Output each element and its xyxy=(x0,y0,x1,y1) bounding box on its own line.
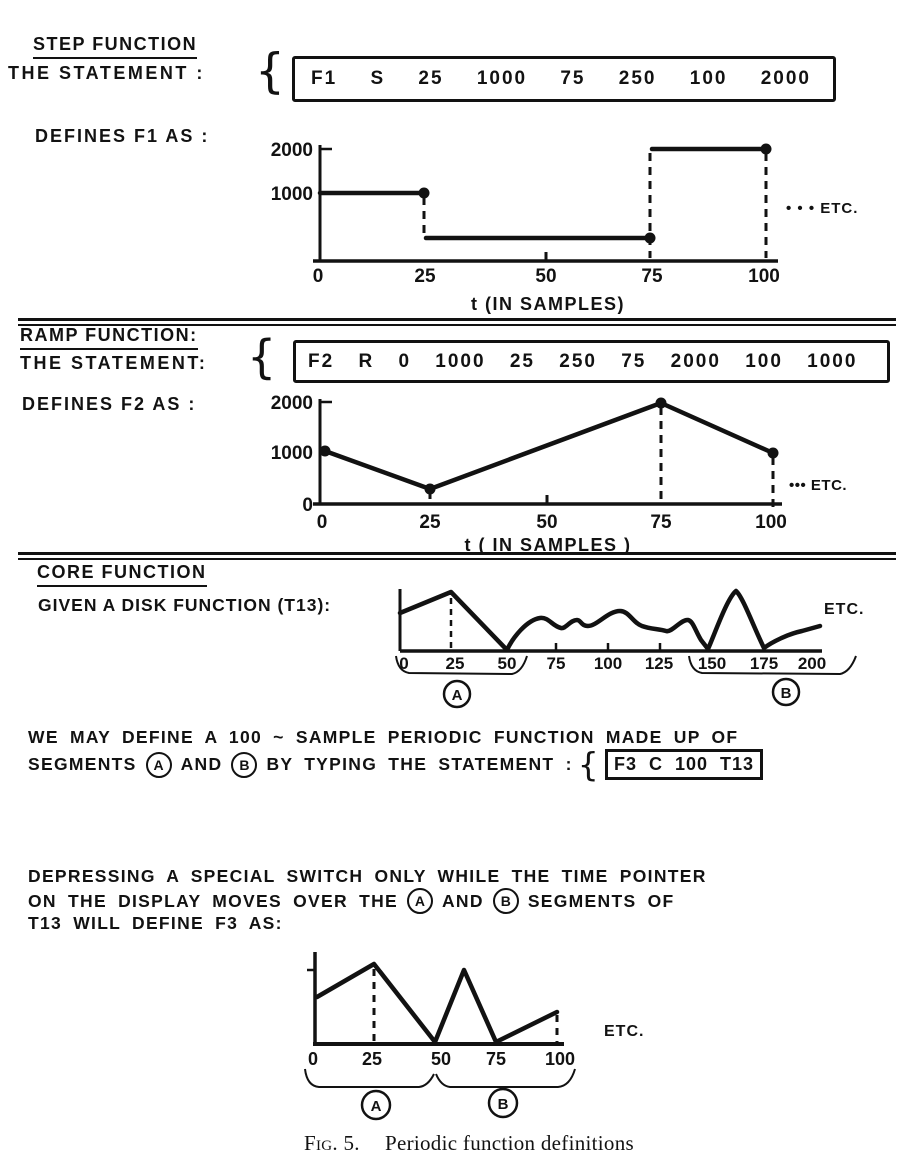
switch-note-line2 xyxy=(28,888,674,914)
segment-a-brace xyxy=(305,1069,434,1087)
freehand-curve xyxy=(400,591,820,650)
x-tick-label: 50 xyxy=(536,512,558,533)
piecewise-curve xyxy=(317,964,557,1042)
x-tick-label: 75 xyxy=(641,266,663,287)
open-brace-glyph: { xyxy=(577,745,600,784)
x-tick-label: 100 xyxy=(593,654,623,673)
disk-function-plot xyxy=(393,583,898,715)
y-tick-label: 0 xyxy=(302,495,313,516)
section-divider xyxy=(18,552,896,560)
periodic-note-line2-part1: SEGMENTS xyxy=(28,754,137,774)
ramp-statement-label: THE STATEMENT: xyxy=(20,353,208,373)
ramp-polyline xyxy=(325,403,773,489)
step-defines-label: DEFINES F1 AS : xyxy=(35,126,210,146)
x-tick-label: 0 xyxy=(399,654,409,673)
open-brace-glyph: { xyxy=(247,330,277,384)
periodic-note-line2-part2: AND xyxy=(180,754,223,774)
core-function-heading: CORE FUNCTION xyxy=(37,562,207,587)
figure-caption-label: Fig. 5. xyxy=(304,1131,360,1155)
x-axis-title: t (IN SAMPLES) xyxy=(471,294,625,314)
etc-label: ETC. xyxy=(824,601,865,618)
ramp-statement-box xyxy=(293,340,890,383)
x-tick-label: 75 xyxy=(485,1049,507,1069)
x-tick-label: 125 xyxy=(644,654,674,673)
x-tick-label: 25 xyxy=(361,1049,383,1069)
open-brace-glyph: { xyxy=(255,44,285,99)
x-tick-label: 100 xyxy=(748,266,780,287)
x-tick-label: 200 xyxy=(797,654,827,673)
segment-b-brace xyxy=(436,1069,575,1087)
x-tick-label: 75 xyxy=(546,654,566,673)
x-tick-label: 100 xyxy=(755,512,787,533)
figure-caption-text: Periodic function definitions xyxy=(384,1131,634,1155)
step-function-plot xyxy=(220,128,906,318)
segment-b-label: B xyxy=(497,1096,509,1113)
periodic-function-f3-plot xyxy=(278,943,688,1128)
segment-b-badge: B xyxy=(231,752,257,778)
periodic-note-line1: WE MAY DEFINE A 100 ~ SAMPLE PERIODIC FUNCTION MADE UP OF xyxy=(28,727,739,747)
breakpoint-dot xyxy=(419,188,430,199)
y-tick-label: 1000 xyxy=(270,184,313,205)
switch-note-line2-part1: ON THE DISPLAY MOVES OVER THE xyxy=(28,890,398,911)
step-function-heading: STEP FUNCTION xyxy=(33,34,197,59)
core-given-label: GIVEN A DISK FUNCTION (T13): xyxy=(38,595,332,615)
x-tick-label: 0 xyxy=(307,1049,319,1069)
etc-label: • • • ETC. xyxy=(786,200,859,217)
ramp-statement-text: F2 R 0 1000 25 250 75 2000 100 1000 xyxy=(308,350,858,372)
x-tick-label: 25 xyxy=(419,512,441,533)
step-statement-box xyxy=(292,56,836,102)
periodic-note-line2-part3: BY TYPING THE STATEMENT : xyxy=(266,754,573,774)
ramp-function-heading: RAMP FUNCTION: xyxy=(20,325,198,350)
y-tick-label: 2000 xyxy=(270,140,313,161)
x-tick-label: 175 xyxy=(749,654,779,673)
breakpoint-dot xyxy=(768,448,779,459)
step-statement-text: F1 S 25 1000 75 250 100 2000 xyxy=(311,68,812,89)
x-tick-label: 150 xyxy=(697,654,727,673)
switch-note-line2-part3: SEGMENTS OF xyxy=(527,890,675,911)
x-axis-title: t ( IN SAMPLES ) xyxy=(464,535,632,555)
switch-note-line2-part2: AND xyxy=(441,890,484,911)
y-tick-label: 2000 xyxy=(270,393,313,414)
periodic-note-line2 xyxy=(28,745,763,784)
segment-a-label: A xyxy=(451,687,463,704)
core-statement-box: F3 C 100 T13 xyxy=(605,749,763,780)
segment-a-badge: A xyxy=(407,888,433,914)
segment-a-badge: A xyxy=(146,752,172,778)
x-tick-label: 0 xyxy=(316,512,328,533)
x-tick-label: 0 xyxy=(312,266,324,287)
segment-b-label: B xyxy=(780,685,792,702)
x-tick-label: 75 xyxy=(650,512,672,533)
ramp-defines-label: DEFINES F2 AS : xyxy=(22,394,197,414)
etc-label: ••• ETC. xyxy=(789,477,848,494)
breakpoint-dot xyxy=(320,446,331,457)
breakpoint-dot xyxy=(761,144,772,155)
switch-note-line3: T13 WILL DEFINE F3 AS: xyxy=(28,913,283,933)
x-tick-label: 25 xyxy=(414,266,436,287)
x-tick-label: 50 xyxy=(535,266,557,287)
x-tick-label: 25 xyxy=(445,654,465,673)
x-tick-label: 100 xyxy=(544,1049,576,1069)
figure-caption xyxy=(0,1131,906,1156)
x-tick-label: 50 xyxy=(497,654,517,673)
etc-label: ETC. xyxy=(604,1023,645,1040)
step-statement-label: THE STATEMENT : xyxy=(8,63,205,83)
y-tick-label: 1000 xyxy=(270,443,313,464)
segment-b-badge: B xyxy=(493,888,519,914)
x-tick-label: 50 xyxy=(430,1049,452,1069)
segment-a-label: A xyxy=(370,1098,382,1115)
switch-note-line1: DEPRESSING A SPECIAL SWITCH ONLY WHILE THE TIME POINTER xyxy=(28,866,707,886)
ramp-function-plot xyxy=(218,383,906,568)
breakpoint-dot xyxy=(656,398,667,409)
